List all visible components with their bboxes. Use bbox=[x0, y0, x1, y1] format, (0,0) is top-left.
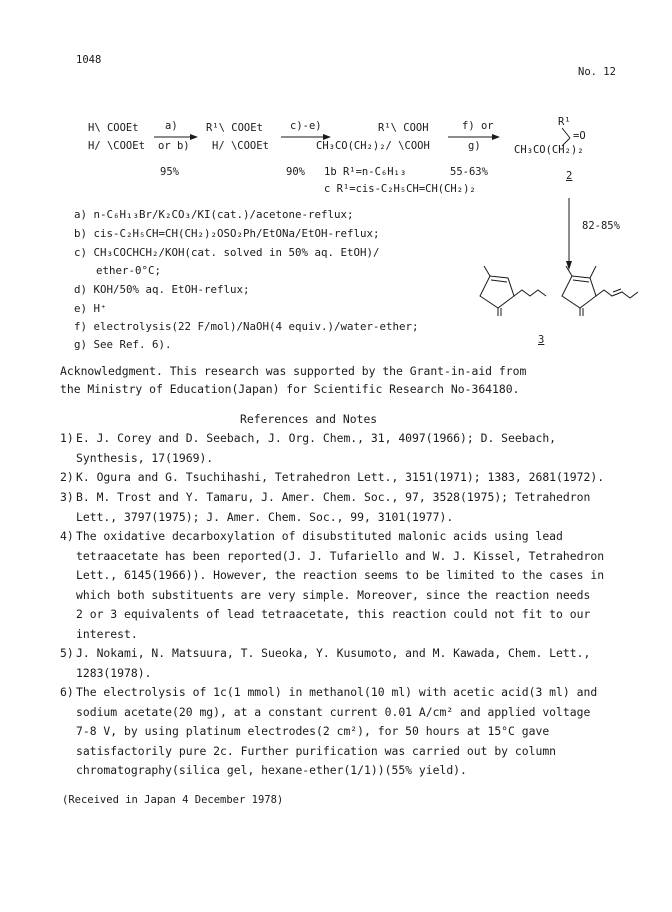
diacid-top: R¹\ COOH bbox=[378, 122, 429, 134]
diacid-bottom: CH₃CO(CH₂)₂/ \COOH bbox=[316, 140, 430, 152]
condition-a: a) n-C₆H₁₃Br/K₂CO₃/KI(cat.)/acetone-reflux; bbox=[74, 208, 354, 221]
product-carbonyl: =O bbox=[573, 130, 586, 142]
arrow2-reagent: c)-e) bbox=[290, 120, 322, 132]
compound-number-2: 2 bbox=[566, 170, 573, 182]
mono-ester-bottom: H/ \COOEt bbox=[212, 140, 269, 152]
page-number: 1048 bbox=[76, 54, 102, 66]
malonate-bottom: H/ \COOEt bbox=[88, 140, 145, 152]
received-date: (Received in Japan 4 December 1978) bbox=[62, 794, 284, 806]
product-r1: R¹ bbox=[558, 116, 571, 128]
issue-number: No. 12 bbox=[578, 66, 616, 78]
yield-4: 82-85% bbox=[582, 220, 620, 232]
arrow3-reagent-above: f) or bbox=[462, 120, 494, 132]
condition-f: f) electrolysis(22 F/mol)/NaOH(4 equiv.)/water-ether; bbox=[74, 320, 419, 333]
condition-d: d) KOH/50% aq. EtOH-reflux; bbox=[74, 283, 250, 296]
arrow3-reagent-below: g) bbox=[468, 140, 481, 152]
diacid-label-b: 1b R¹=n-C₆H₁₃ bbox=[324, 166, 407, 178]
condition-c-cont: ether-0°C; bbox=[96, 264, 162, 277]
condition-b: b) cis-C₂H₅CH=CH(CH₂)₂OSO₂Ph/EtONa/EtOH-reflux; bbox=[74, 227, 380, 240]
yield-2: 90% bbox=[286, 166, 305, 178]
acknowledgment-line-1: Acknowledgment. This research was supported by the Grant-in-aid from bbox=[60, 364, 527, 378]
diacid-label-c: c R¹=cis-C₂H₅CH=CH(CH₂)₂ bbox=[324, 183, 476, 195]
product-chain: CH₃CO(CH₂)₂ bbox=[514, 144, 584, 156]
compound-number-3: 3 bbox=[538, 334, 545, 346]
condition-e: e) H⁺ bbox=[74, 302, 107, 315]
arrow1-reagent-above: a) bbox=[165, 120, 178, 132]
malonate-top: H\ COOEt bbox=[88, 122, 139, 134]
yield-1: 95% bbox=[160, 166, 179, 178]
references-heading: References and Notes bbox=[240, 412, 378, 426]
cis-jasmone-structure bbox=[548, 258, 658, 320]
condition-g: g) See Ref. 6). bbox=[74, 338, 172, 351]
journal-page: 1048 No. 12 H\ COOEt H/ \COOEt a) or b) 95% R¹\ COOEt H/ \COOEt c)-e) 90% R¹\ COOH CH₃CO(CH₂)₂/ \COOH 1b R¹=n-C₆H₁₃ c R¹=cis-C₂H₅CH=CH(CH₂)₂ f) or g) 55-63% R¹ =O CH₃CO(CH₂)₂ 2 82-85% 3 a) n-C₆H₁₃Br/K₂CO₃/KI(cat.)/acetone-reflux; b) cis-C₂H₅CH=CH(CH₂)₂OSO₂Ph/EtONa/EtOH-reflux; c) CH₃COCHCH₂/KOH(cat. solved in 50% aq. EtOH)/ ether-0°C; d) KOH/50% aq. EtOH-reflux; e) H⁺ f) electrolysis(22 F/mol)/NaOH(4 equiv.)/water-ether; g) See Ref. 6). Acknowledgment. This research was supported by the Grant-in-aid from the Ministry of Education(Japan) for Scientific Research No-364180. References and Notes 1) E. J. Corey and D. Seebach, J. Org. Chem., 31, 4097(1966); D. Seebach, Synthesis, 17(1969). 2) K. Ogura and G. Tsuchihashi, Tetrahedron Lett., 3151(1971); 1383, 2681(1972). 3) B. M. Trost and Y. Tamaru, J. Amer. Chem. Soc., 97, 3528(1975); Tetrahedron Lett., 3797(1975); J. Amer. Chem. Soc., 99, 3101(1977). 4) The oxidative decarboxylation of disubstituted malonic acids using lead tetraacetate has been reported(J. J. Tufariello and W. J. Kissel, Tetrahedron Lett., 6145(1966)). However, the reaction seems to be limited to the cases in which both substituents are very simple. Moreover, since the reaction needs 2 or 3 equivalents of lead tetraacetate, this reaction could not fit to our interest. 5) J. Nokami, N. Matsuura, T. Sueoka, Y. Kusumoto, and M. Kawada, Chem. Lett., 1283(1978). 6) The electrolysis of 1c(1 mmol) in methanol(10 ml) with acetic acid(3 ml) and sodium acetate(20 mg), at a constant current 0.01 A/cm² and applied voltage 7-8 V, by using platinum electrodes(2 cm²), for 50 hours at 15°C gave satisfactorily pure 2c. Further purification was carried out by column chromatography(silica gel, hexane-ether(1/1))(55% yield). (Received in Japan 4 December 1978) bbox=[0, 0, 672, 912]
arrow1-reagent-below: or b) bbox=[158, 140, 190, 152]
acknowledgment-line-2: the Ministry of Education(Japan) for Scientific Research No-364180. bbox=[60, 382, 520, 396]
mono-ester-top: R¹\ COOEt bbox=[206, 122, 263, 134]
condition-c: c) CH₃COCHCH₂/KOH(cat. solved in 50% aq. EtOH)/ bbox=[74, 246, 380, 259]
yield-3: 55-63% bbox=[450, 166, 488, 178]
